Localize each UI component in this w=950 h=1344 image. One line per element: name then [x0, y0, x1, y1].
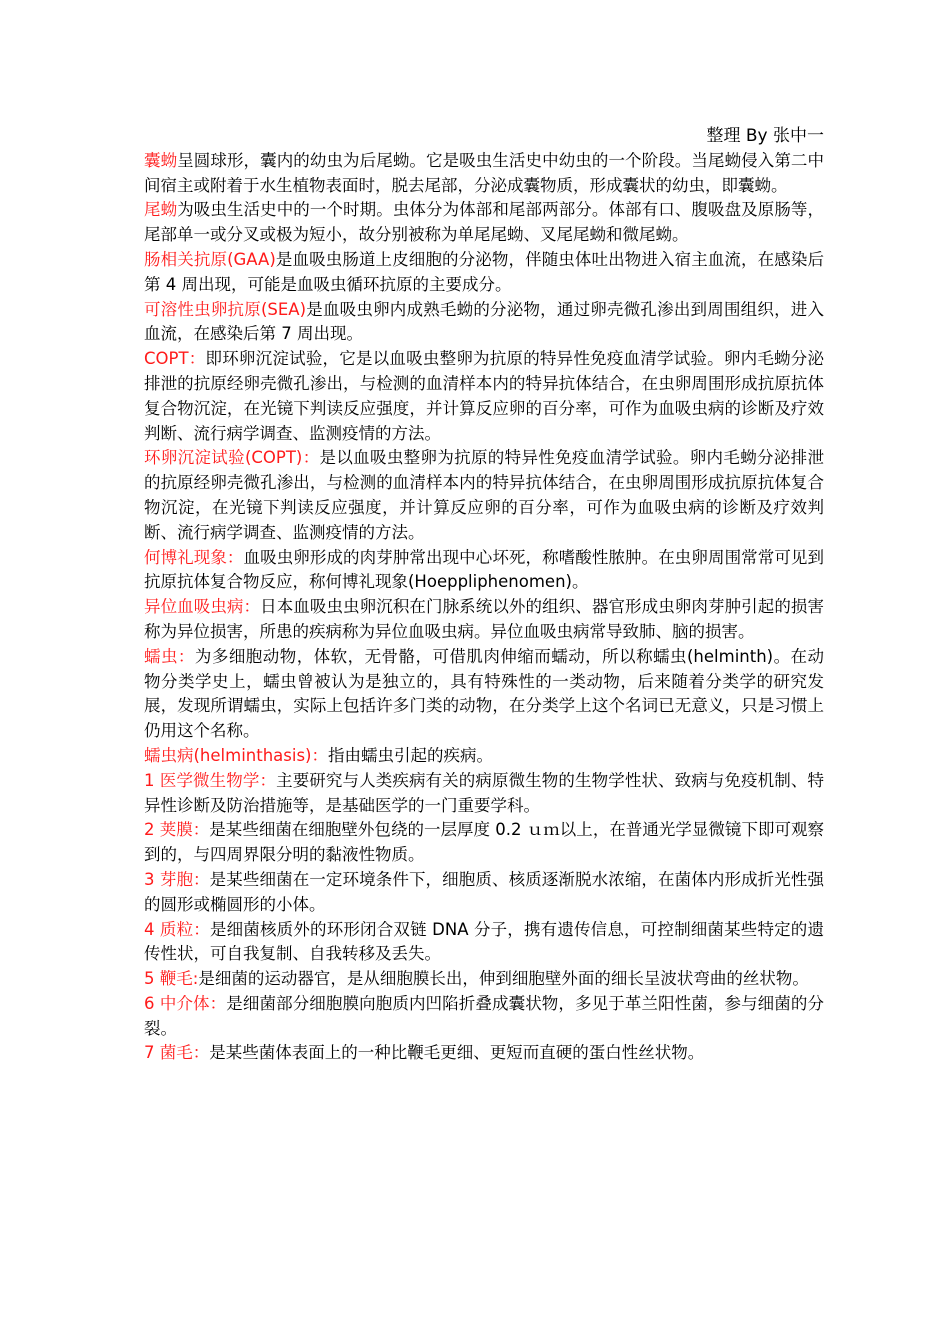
document-page — [144, 124, 824, 1066]
glossary-entry — [144, 769, 824, 819]
author-credit: 整理 By 张中一 — [706, 126, 824, 146]
entry-term: 蠕虫： — [144, 646, 195, 666]
entry-definition: 指由蠕虫引起的疾病。 — [328, 745, 493, 765]
entry-term: 环卵沉淀试验(COPT)： — [144, 448, 320, 468]
entry-term: 何博礼现象： — [144, 547, 244, 567]
entry-definition: 血吸虫卵形成的肉芽肿常出现中心坏死，称嗜酸性脓肿。在虫卵周围常常可见到抗原抗体复合物反应，称何博礼现象(Hoeppliphenomen)。 — [144, 547, 825, 592]
entry-definition: 即环卵沉淀试验，它是以血吸虫整卵为抗原的特异性免疫血清学试验。卵内毛蚴分泌排泄的抗原经卵壳微孔渗出，与检测的血清样本内的特异抗体结合，在虫卵周围形成抗原抗体复合物沉淀，在光镜下判读反应强度，并计算反应卵的百分率，可作为血吸虫病的诊断及疗效判断、流行病学调查、监测疫情的方法。 — [144, 349, 824, 443]
entry-definition: 是血吸虫卵内成熟毛蚴的分泌物，通过卵壳微孔渗出到周围组织，进入血流，在感染后第 7 周出现。 — [144, 299, 825, 344]
entry-term: 5 鞭毛: — [144, 969, 199, 989]
entry-term: 7 菌毛： — [144, 1043, 210, 1063]
entry-definition: 是细菌的运动器官，是从细胞膜长出，伸到细胞壁外面的细长呈波状弯曲的丝状物。 — [198, 969, 809, 989]
glossary-entry — [144, 1041, 824, 1066]
entry-term: 囊蚴 — [144, 150, 178, 170]
glossary-entry — [144, 645, 824, 744]
entry-term: 6 中介体： — [144, 993, 227, 1013]
entry-term: 肠相关抗原(GAA) — [144, 249, 276, 269]
entry-term: 蠕虫病(helminthasis)： — [144, 745, 328, 765]
entry-definition: 是某些菌体表面上的一种比鞭毛更细、更短而直硬的蛋白性丝状物。 — [209, 1043, 705, 1063]
entry-term: 1 医学微生物学： — [144, 770, 277, 790]
glossary-entry — [144, 149, 824, 199]
entry-definition: 主要研究与人类疾病有关的病原微生物的生物学性状、致病与免疫机制、特异性诊断及防治措施等，是基础医学的一门重要学科。 — [144, 770, 824, 815]
glossary-entry — [144, 595, 824, 645]
entry-definition: 是某些细菌在一定环境条件下，细胞质、核质逐渐脱水浓缩，在菌体内形成折光性强的圆形或椭圆形的小体。 — [144, 869, 824, 914]
glossary-entry — [144, 198, 824, 248]
entry-definition: 为多细胞动物，体软，无骨骼，可借肌肉伸缩而蠕动，所以称蠕虫(helminth)。在动物分类学史上，蠕虫曾被认为是独立的，具有特殊性的一类动物，后来随着分类学的研究发展，发现所谓蠕虫，实际上包括许多门类的动物，在分类学上这个名词已无意义，只是习惯上仍用这个名称。 — [144, 646, 825, 741]
glossary-entry — [144, 744, 824, 769]
glossary-entry — [144, 248, 824, 298]
glossary-entry — [144, 347, 824, 446]
glossary-entry — [144, 868, 824, 918]
glossary-entry — [144, 298, 824, 348]
glossary-entry — [144, 818, 824, 868]
entry-definition: 是细菌部分细胞膜向胞质内凹陷折叠成囊状物，多见于革兰阳性菌，参与细菌的分裂。 — [144, 993, 824, 1038]
entry-definition: 是以血吸虫整卵为抗原的特异性免疫血清学试验。卵内毛蚴分泌排泄的抗原经卵壳微孔渗出，与检测的血清样本内的特异抗体结合，在虫卵周围形成抗原抗体复合物沉淀，在光镜下判读反应强度，并计算反应卵的百分率，可作为血吸虫病的诊断及疗效判断、流行病学调查、监测疫情的方法。 — [144, 448, 824, 542]
entry-definition: 是某些细菌在细胞壁外包绕的一层厚度 0.2 ｕｍ以上，在普通光学显微镜下即可观察到的，与四周界限分明的黏液性物质。 — [144, 820, 824, 865]
entry-term: 尾蚴 — [144, 200, 178, 220]
entry-term: 3 芽胞： — [144, 869, 210, 889]
entry-definition: 为吸虫生活史中的一个时期。虫体分为体部和尾部两部分。体部有口、腹吸盘及原肠等，尾部单一或分叉或极为短小，故分别被称为单尾尾蚴、叉尾尾蚴和微尾蚴。 — [144, 200, 825, 245]
entry-term: 4 质粒： — [144, 919, 210, 939]
entry-term: 可溶性虫卵抗原(SEA) — [144, 299, 307, 319]
glossary-entry — [144, 918, 824, 968]
entry-definition: 是细菌核质外的环形闭合双链 DNA 分子，携有遗传信息，可控制细菌某些特定的遗传性状，可自我复制、自我转移及丢失。 — [144, 919, 824, 964]
glossary-entry — [144, 992, 824, 1042]
glossary-entry — [144, 546, 824, 596]
entry-definition: 是血吸虫肠道上皮细胞的分泌物，伴随虫体吐出物进入宿主血流，在感染后第 4 周出现，可能是血吸虫循环抗原的主要成分。 — [144, 249, 824, 294]
entry-definition: 日本血吸虫虫卵沉积在门脉系统以外的组织、器官形成虫卵肉芽肿引起的损害称为异位损害，所患的疾病称为异位血吸虫病。异位血吸虫病常导致肺、脑的损害。 — [144, 597, 825, 641]
entry-term: 异位血吸虫病： — [144, 597, 261, 617]
entry-term: COPT： — [144, 349, 206, 369]
entry-term: 2 荚膜： — [144, 820, 210, 840]
glossary-list — [144, 149, 824, 1066]
glossary-entry — [144, 446, 824, 545]
entry-definition: 呈圆球形，囊内的幼虫为后尾蚴。它是吸虫生活史中幼虫的一个阶段。当尾蚴侵入第二中间宿主或附着于水生植物表面时，脱去尾部，分泌成囊物质，形成囊状的幼虫，即囊蚴。 — [144, 150, 825, 195]
glossary-entry — [144, 967, 824, 992]
